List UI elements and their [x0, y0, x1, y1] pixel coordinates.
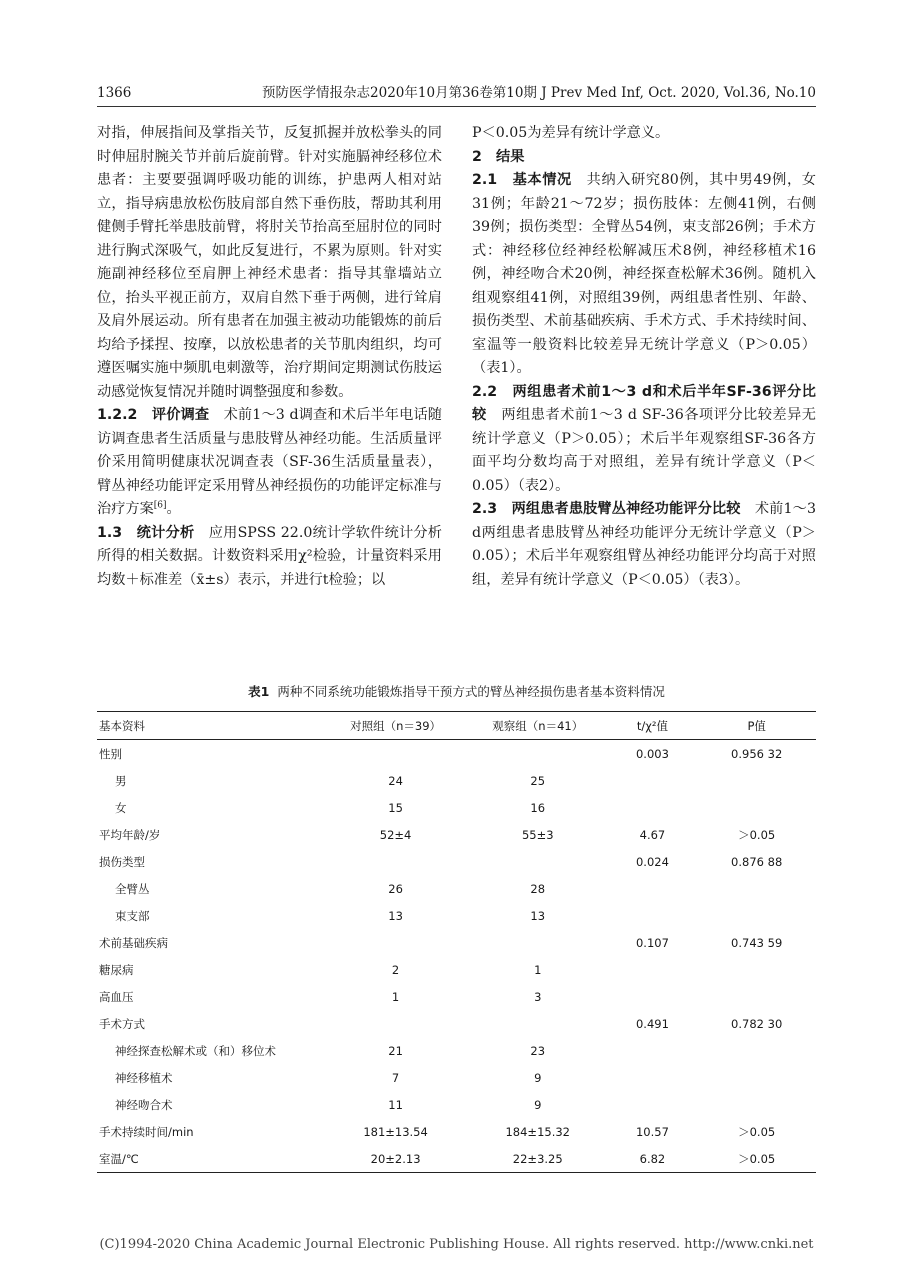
table-cell: 52±4 [379, 827, 412, 842]
table-cell: 15 [388, 800, 403, 815]
copyright-footer: (C)1994-2020 China Academic Journal Electronic Publishing House. All rights reserved. http://www.cnki.net [99, 1237, 814, 1252]
table-cell: 0.782 30 [731, 1016, 783, 1031]
table-title: 两种不同系统功能锻炼指导干预方式的臂丛神经损伤患者基本资料情况 [277, 684, 665, 699]
table-cell [468, 929, 608, 956]
table-cell [697, 956, 816, 983]
running-header [97, 82, 816, 107]
row-label: 女 [115, 800, 127, 815]
table-cell: 0.743 59 [731, 935, 783, 950]
table-cell [608, 767, 698, 794]
row-label: 男 [115, 773, 127, 788]
table-row [97, 929, 816, 956]
left-column [97, 122, 442, 592]
journal-citation: 预防医学情报杂志2020年10月第36卷第10期 J Prev Med Inf, Oct. 2020, Vol.36, No.10 [262, 85, 816, 101]
table-cell: 7 [391, 1070, 400, 1085]
row-label: 损伤类型 [99, 854, 145, 869]
section-2-heading: 2 结果 [472, 148, 525, 165]
section-text: 术前1～3 d调查和术后半年电话随访调查患者生活质量与患肢臂丛神经功能。生活质量评价采用简明健康状况调查表（SF-36生活质量量表），臂丛神经功能评定采用臂丛神经损伤的功能评定标准与治疗方案 [97, 407, 442, 517]
row-label: 术前基础疾病 [99, 935, 168, 950]
table-cell: 0.956 32 [731, 746, 783, 761]
section-heading: 2.3 两组患者患肢臂丛神经功能评分比较 [472, 501, 741, 517]
table-cell: 181±13.54 [363, 1124, 428, 1139]
table-cell [608, 1091, 698, 1118]
page-number: 1366 [97, 85, 132, 101]
col-header: P值 [747, 718, 766, 733]
col-header: 对照组（n＝39） [350, 718, 442, 733]
section-2-1 [472, 169, 816, 381]
table-cell: 0.024 [635, 854, 669, 869]
table-cell [608, 794, 698, 821]
table-row [97, 740, 816, 768]
table-cell [608, 1064, 698, 1091]
table-cell: ＞0.05 [738, 1124, 776, 1139]
section-2-2 [472, 381, 816, 499]
table-row [97, 794, 816, 821]
table-cell: 28 [530, 881, 546, 896]
table-cell: 9 [534, 1070, 542, 1085]
table-cell: 13 [530, 908, 546, 923]
row-label: 手术持续时间/min [99, 1124, 194, 1139]
table-cell [323, 848, 468, 875]
table-cell [468, 1010, 608, 1037]
table-row [97, 875, 816, 902]
table-cell [323, 929, 468, 956]
section-heading: 2.1 基本情况 [472, 172, 572, 188]
table-cell: ＞0.05 [738, 1151, 776, 1166]
table-cell: 6.82 [639, 1151, 666, 1166]
section-heading: 1.2.2 评价调查 [97, 407, 210, 423]
table-cell: 184±15.32 [505, 1124, 570, 1139]
section-text: 共纳入研究80例，其中男49例，女31例；年龄21～72岁；损伤肢体：左侧41例，右侧39例；损伤类型：全臂丛54例，束支部26例；手术方式：神经移位经神经松解减压术8例，神经移植术16例，神经吻合术20例，神经探查松解术36例。随机入组观察组41例，对照组39例，两组患者性别、年龄、损伤类型、术前基础疾病、手术方式、手术持续时间、室温等一般资料比较差异无统计学意义（P＞0.05）（表1）。 [472, 172, 816, 376]
table-row [97, 902, 816, 929]
table-cell: 1 [391, 989, 400, 1004]
table-cell [697, 875, 816, 902]
col-header: t/χ²值 [636, 718, 669, 733]
table-cell [323, 1010, 468, 1037]
table-cell: 3 [534, 989, 542, 1004]
table-row [97, 1118, 816, 1145]
table-1 [97, 683, 816, 1173]
row-label: 神经移植术 [115, 1070, 173, 1085]
table-cell [468, 848, 608, 875]
col-header: 基本资料 [99, 718, 145, 733]
table-cell: 0.491 [635, 1016, 669, 1031]
table-cell: 10.57 [635, 1124, 669, 1139]
row-label: 束支部 [115, 908, 150, 923]
col-header: 观察组（n＝41） [492, 718, 584, 733]
table-cell: 21 [388, 1043, 403, 1058]
table-cell: 1 [534, 962, 542, 977]
table-cell [608, 875, 698, 902]
table-cell: 26 [388, 881, 403, 896]
table-row [97, 848, 816, 875]
table-cell: 16 [530, 800, 546, 815]
table-cell [323, 740, 468, 768]
table-row [97, 1145, 816, 1173]
table-number: 表1 [248, 684, 270, 699]
table-cell [697, 902, 816, 929]
table-cell [608, 983, 698, 1010]
table-cell [608, 956, 698, 983]
row-label: 手术方式 [99, 1016, 145, 1031]
table-cell: ＞0.05 [738, 827, 776, 842]
right-column [472, 122, 816, 592]
table-cell [608, 902, 698, 929]
row-label: 平均年龄/岁 [99, 827, 161, 842]
table-row [97, 767, 816, 794]
section-text: 两组患者术前1～3 d SF-36各项评分比较差异无统计学意义（P＞0.05）；术后半年观察组SF-36各方面平均分数均高于对照组，差异有统计学意义（P＜0.05）（表2）。 [472, 407, 816, 494]
table-cell [697, 1064, 816, 1091]
table-cell: 0.107 [635, 935, 669, 950]
table-cell: 22±3.25 [512, 1151, 563, 1166]
row-label: 全臂丛 [115, 881, 150, 896]
section-text: 应用SPSS 22.0统计学软件统计分析所得的相关数据。计数资料采用χ²检验，计量资料采用均数＋标准差（x̄±s）表示，并进行t检验；以 [97, 524, 442, 588]
paragraph-continued: P＜0.05为差异有统计学意义。 [472, 125, 670, 141]
table-cell: 11 [388, 1097, 403, 1112]
section-2-3 [472, 498, 816, 592]
section-1-2-2: 1.2.2 评价调查 术前1～3 d调查和术后半年电话随访调查患者生活质量与患肢臂丛神经功能。生活质量评价采用简明健康状况调查表（SF-36生活质量量表），臂丛神经功能评定采用臂丛神经损伤的功能评定标准与治疗方案[6]。 [97, 407, 442, 517]
paragraph-rehab-method: 对指，伸展指间及掌指关节，反复抓握并放松拳头的同时伸屈肘腕关节并前后旋前臂。针对实施膈神经移位术患者：主要要强调呼吸功能的训练，护患两人相对站立，指导病患放松伤肢肩部自然下垂伤肢，帮助其利用健侧手臂托举患肢前臂，将肘关节抬高至屈肘位的同时进行胸式深吸气，如此反复进行，不累为原则。针对实施副神经移位至肩胛上神经术患者：指导其靠墙站立位，抬头平视正前方，双肩自然下垂于两侧，进行耸肩及肩外展运动。所有患者在加强主被动功能锻炼的前后均给予揉捏、按摩，以放松患者的关节肌肉组织，均可遵医嘱实施中频肌电刺激等，治疗期间定期测试伤肢运动感觉恢复情况并随时调整强度和参数。 [97, 125, 442, 400]
table-cell: 24 [388, 773, 403, 788]
table-cell: 4.67 [639, 827, 666, 842]
section-heading: 1.3 统计分析 [97, 524, 195, 541]
table-cell: 2 [391, 962, 400, 977]
table-cell [697, 767, 816, 794]
table-row [97, 1064, 816, 1091]
section-1-3 [97, 522, 442, 593]
table-cell: 20±2.13 [370, 1151, 421, 1166]
table-row [97, 1010, 816, 1037]
table-cell: 55±3 [521, 827, 554, 842]
row-label: 高血压 [99, 989, 134, 1004]
citation-ref[interactable]: [6] [153, 500, 167, 511]
section-text: 术前1～3 d两组患者患肢臂丛神经功能评分无统计学意义（P＞0.05）；术后半年观察组臂丛神经功能评分均高于对照组，差异有统计学意义（P＜0.05）（表3）。 [472, 501, 816, 588]
table-cell [697, 983, 816, 1010]
row-label: 室温/℃ [99, 1151, 139, 1166]
table-row [97, 983, 816, 1010]
table-cell [608, 1037, 698, 1064]
row-label: 神经探查松解术或（和）移位术 [115, 1043, 276, 1058]
section-heading: 2.2 两组患者术前1～3 d和术后半年SF-36评分比较 [472, 383, 816, 423]
row-label: 性别 [99, 746, 122, 761]
table-header-row [97, 712, 816, 740]
table-cell [697, 1091, 816, 1118]
row-label: 神经吻合术 [115, 1097, 173, 1112]
table-cell: 23 [530, 1043, 546, 1058]
table-body [97, 740, 816, 1173]
table-row [97, 956, 816, 983]
table-cell: 0.876 88 [731, 854, 783, 869]
table-cell: 0.003 [635, 746, 669, 761]
table-row [97, 821, 816, 848]
table-caption [97, 683, 816, 701]
baseline-table [97, 711, 816, 1173]
table-cell: 13 [388, 908, 403, 923]
table-row [97, 1037, 816, 1064]
table-cell [697, 794, 816, 821]
row-label: 糖尿病 [99, 962, 134, 977]
table-row [97, 1091, 816, 1118]
table-cell: 25 [530, 773, 546, 788]
table-cell [697, 1037, 816, 1064]
table-cell [468, 740, 608, 768]
table-cell: 9 [534, 1097, 542, 1112]
